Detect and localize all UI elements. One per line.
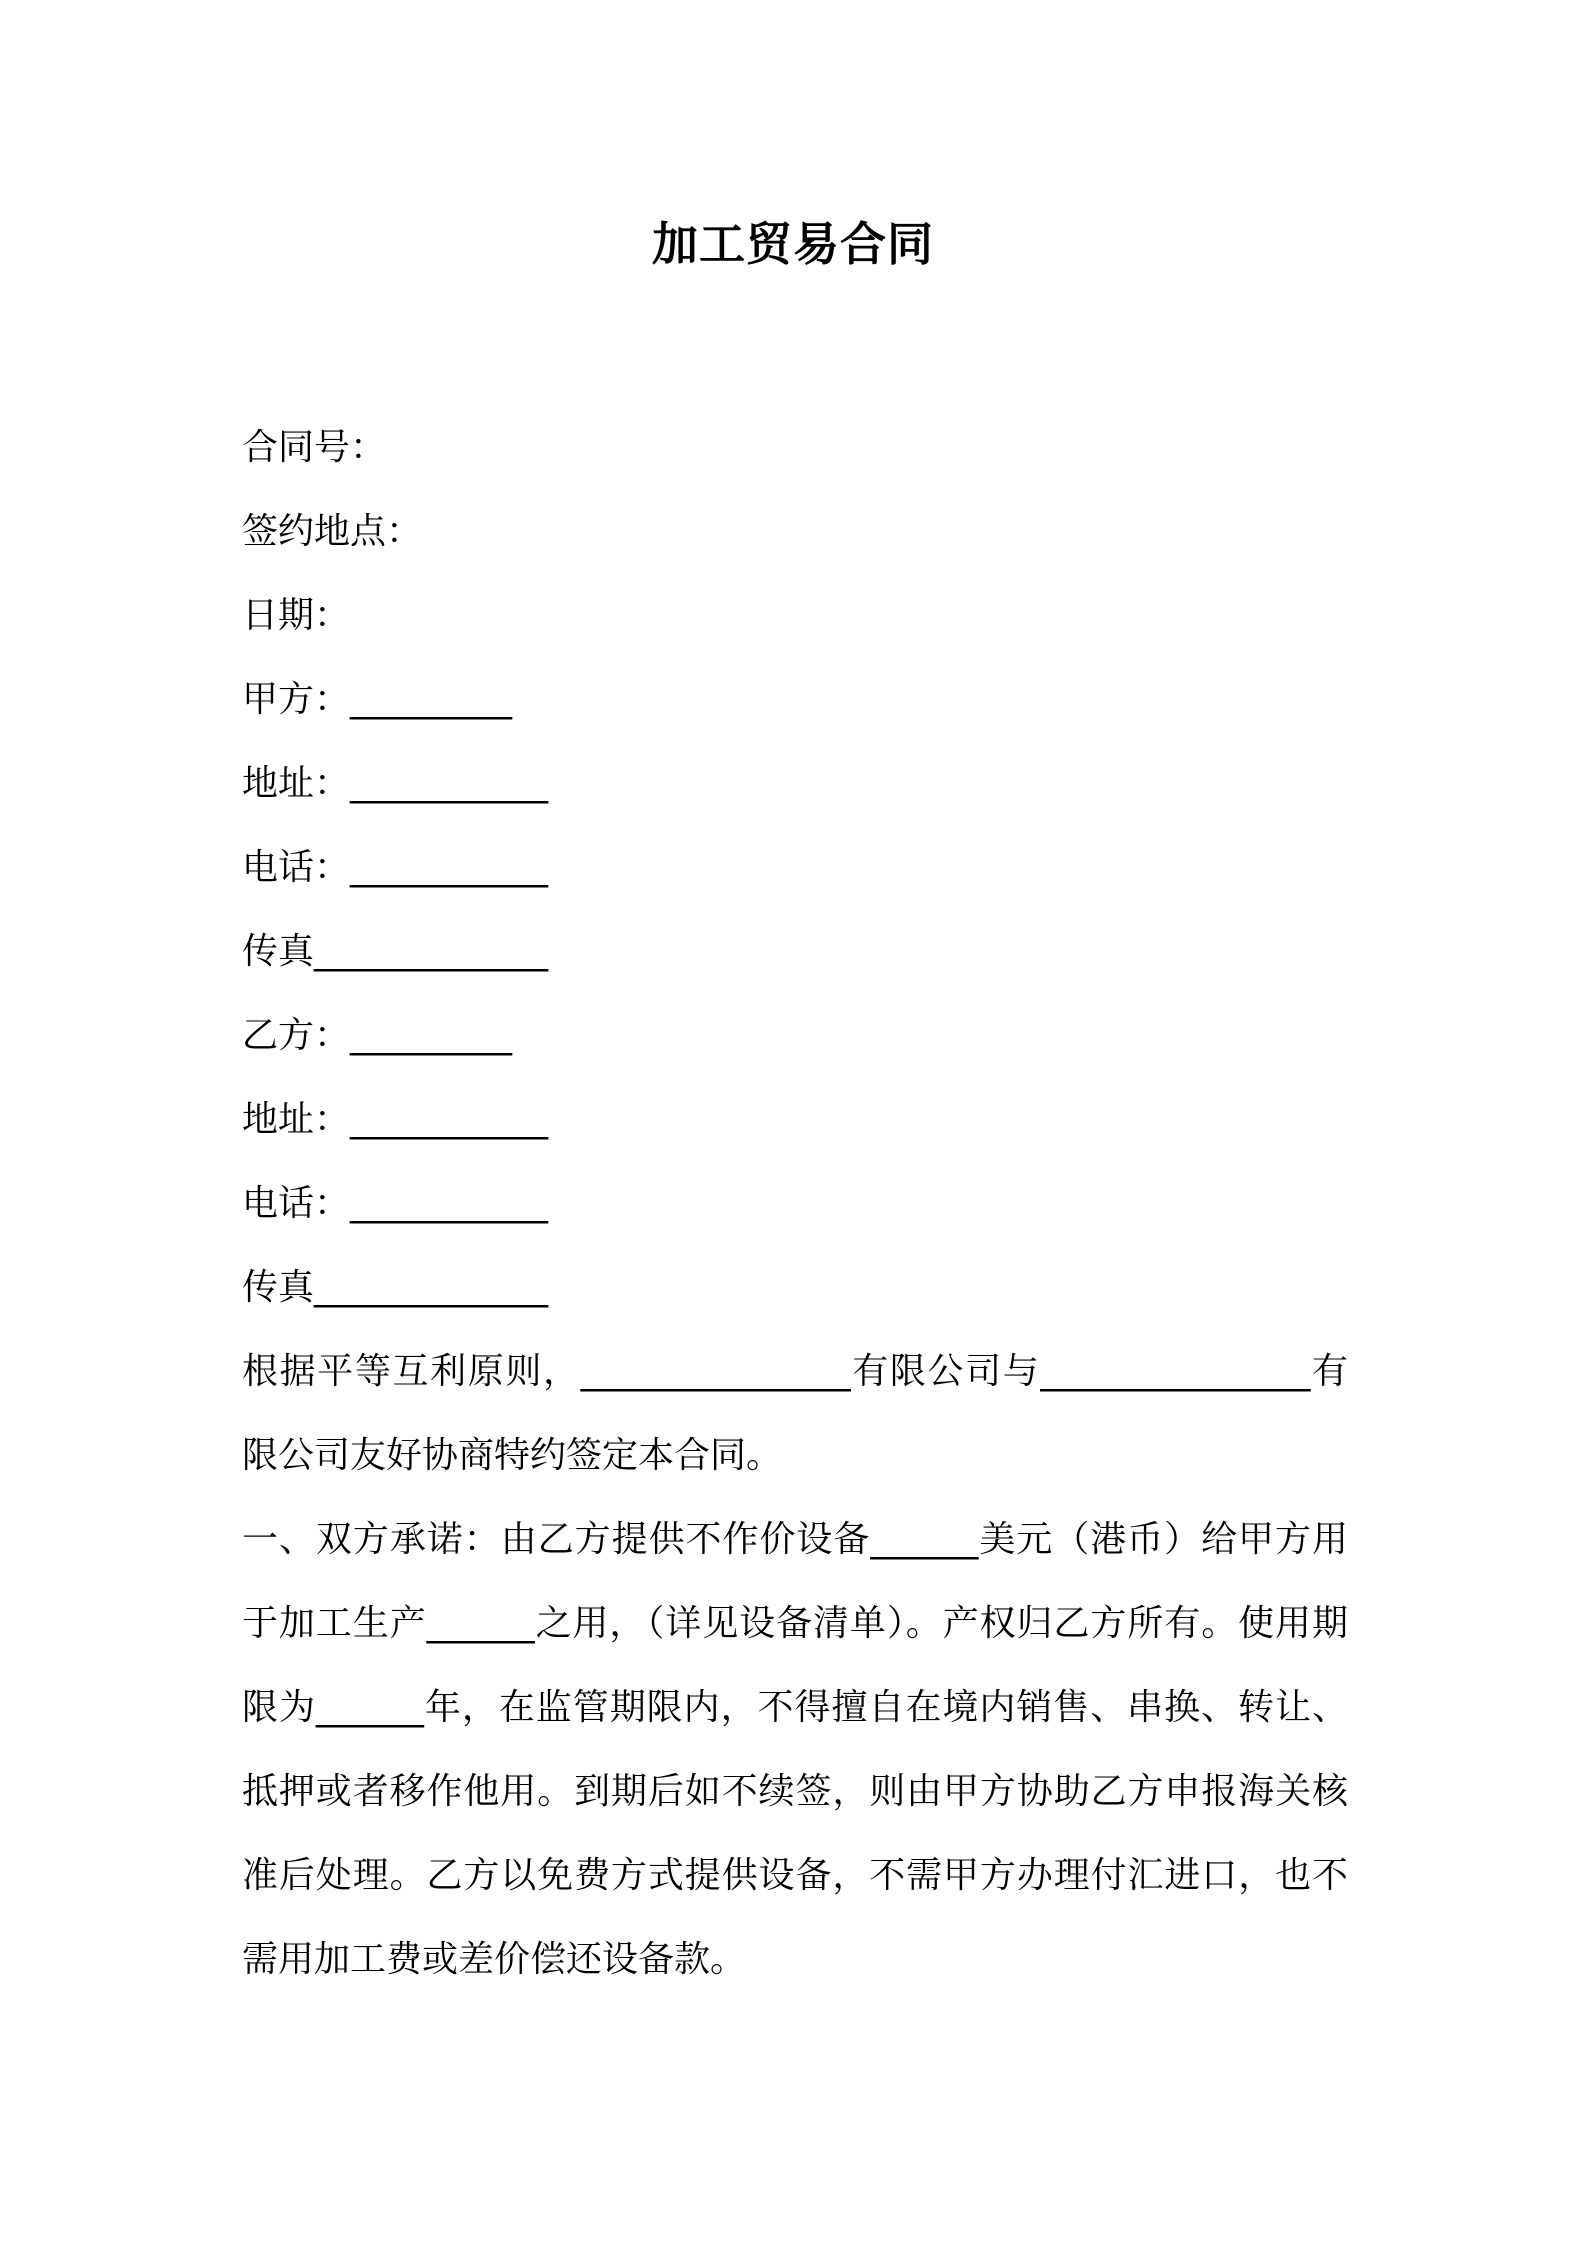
document-body <box>242 406 1348 2002</box>
party-a-fax-field: 传真_____________ <box>242 931 549 972</box>
document-title: 加工贸易合同 <box>652 217 934 271</box>
intro-paragraph: 根据平等互利原则，_______________有限公司与_______________有限公司友好协商特约签定本合同。 <box>242 1351 1348 1476</box>
clause-one-paragraph: 一、双方承诺：由乙方提供不作价设备______美元（港币）给甲方用于加工生产______之用，（详见设备清单）。产权归乙方所有。使用期限为______年，在监管期限内，不得擅自在境内销售、串换、转让、抵押或者移作他用。到期后如不续签，则由甲方协助乙方申报海关核准后处理。乙方以免费方式提供设备，不需甲方办理付汇进口，也不需用加工费或差价偿还设备款。 <box>242 1519 1348 1980</box>
contract-number-field: 合同号： <box>242 427 387 468</box>
party-a-address-field: 地址：___________ <box>242 763 549 804</box>
party-a-field: 甲方：_________ <box>242 679 513 720</box>
party-b-address-field: 地址：___________ <box>242 1099 549 1140</box>
date-field: 日期： <box>242 595 351 636</box>
party-b-fax-field: 传真_____________ <box>242 1267 549 1308</box>
party-b-field: 乙方：_________ <box>242 1015 513 1056</box>
signing-place-field: 签约地点： <box>242 511 423 552</box>
party-b-phone-field: 电话：___________ <box>242 1183 549 1224</box>
party-a-phone-field: 电话：___________ <box>242 847 549 888</box>
